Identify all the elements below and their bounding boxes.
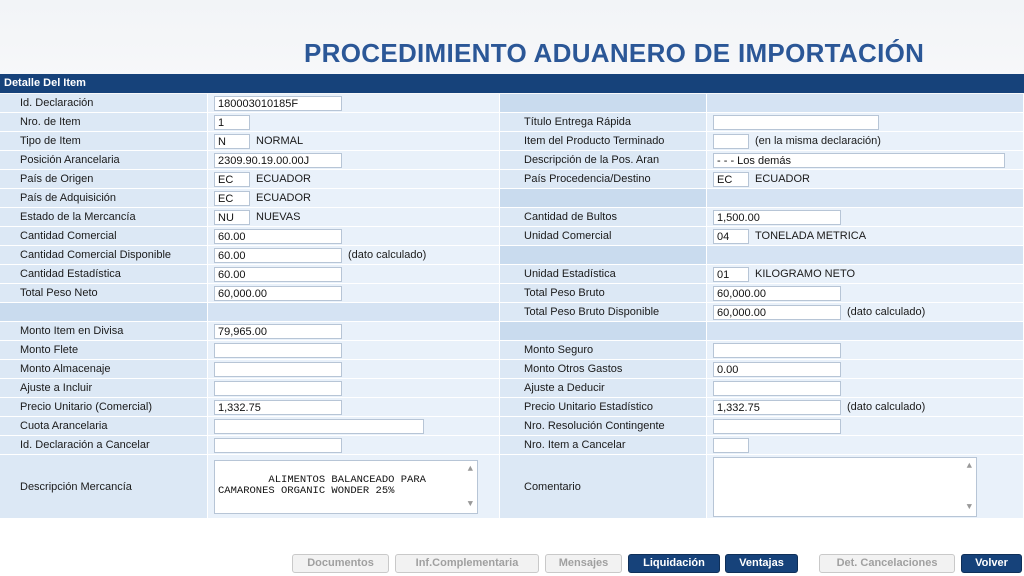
posicion-field[interactable]: 2309.90.19.00.00J (214, 153, 342, 168)
estado-code-field[interactable]: NU (214, 210, 250, 225)
label-titulo-entrega: Título Entrega Rápida (500, 113, 707, 132)
descripcion-pos-field[interactable]: - - - Los demás (713, 153, 1005, 168)
scroll-up-icon[interactable]: ▲ (467, 463, 473, 474)
label-estado: Estado de la Mercancía (0, 208, 208, 227)
pais-origen-code-field[interactable]: EC (214, 172, 250, 187)
label-precio-estadistico: Precio Unitario Estadístico (500, 398, 707, 417)
cantidad-bultos-field[interactable]: 1,500.00 (713, 210, 841, 225)
det-cancelaciones-button[interactable]: Det. Cancelaciones (819, 554, 955, 573)
table-row (0, 322, 1024, 341)
label-comentario: Comentario (500, 455, 707, 519)
label-monto-seguro: Monto Seguro (500, 341, 707, 360)
label-monto-flete: Monto Flete (0, 341, 208, 360)
descripcion-merc-text: ALIMENTOS BALANCEADO PARA CAMARONES ORGANIC WONDER 25% (218, 473, 426, 497)
id-cancelar-field[interactable] (214, 438, 342, 453)
peso-neto-field[interactable]: 60,000.00 (214, 286, 342, 301)
documentos-button[interactable]: Documentos (292, 554, 389, 573)
monto-divisa-field[interactable]: 79,965.00 (214, 324, 342, 339)
nro-item-field[interactable]: 1 (214, 115, 250, 130)
page-title: PROCEDIMIENTO ADUANERO DE IMPORTACIÓN (304, 38, 925, 68)
table-row (0, 246, 1024, 265)
inf-complementaria-button[interactable]: Inf.Complementaria (395, 554, 539, 573)
ajuste-deducir-field[interactable] (713, 381, 841, 396)
monto-seguro-field[interactable] (713, 343, 841, 358)
precio-estadistico-field[interactable]: 1,332.75 (713, 400, 841, 415)
peso-bruto-disp-note: (dato calculado) (847, 306, 926, 318)
label-nro-resolucion: Nro. Resolución Contingente (500, 417, 707, 436)
table-row (0, 208, 1024, 227)
label-descripcion-pos: Descripción de la Pos. Aran (500, 151, 707, 170)
label-nro-item: Nro. de Item (0, 113, 208, 132)
comentario-textarea[interactable] (713, 457, 977, 517)
label-tipo-item: Tipo de Item (0, 132, 208, 151)
pais-procedencia-desc: ECUADOR (755, 173, 811, 185)
label-monto-almacenaje: Monto Almacenaje (0, 360, 208, 379)
scroll-up-icon[interactable]: ▲ (966, 460, 972, 471)
table-row (0, 265, 1024, 284)
scroll-down-icon[interactable]: ▼ (467, 498, 473, 509)
label-cantidad-estadistica: Cantidad Estadística (0, 265, 208, 284)
table-row (0, 379, 1024, 398)
mensajes-button[interactable]: Mensajes (545, 554, 622, 573)
monto-almacenaje-field[interactable] (214, 362, 342, 377)
monto-flete-field[interactable] (214, 343, 342, 358)
label-peso-bruto: Total Peso Bruto (500, 284, 707, 303)
table-row (0, 189, 1024, 208)
liquidacion-button[interactable]: Liquidación (628, 554, 720, 573)
label-nro-item-cancelar: Nro. Item a Cancelar (500, 436, 707, 455)
ventajas-button[interactable]: Ventajas (725, 554, 798, 573)
table-row (0, 341, 1024, 360)
nro-item-cancelar-field[interactable] (713, 438, 749, 453)
item-producto-note: (en la misma declaración) (755, 135, 881, 147)
unidad-comercial-desc: TONELADA METRICA (755, 230, 867, 242)
panel-header: Detalle Del Item (0, 74, 1024, 93)
table-row (0, 284, 1024, 303)
table-row (0, 170, 1024, 189)
label-peso-bruto-disp: Total Peso Bruto Disponible (500, 303, 707, 322)
nro-resolucion-field[interactable] (713, 419, 841, 434)
pais-adquisicion-desc: ECUADOR (256, 192, 312, 204)
label-unidad-estadistica: Unidad Estadística (500, 265, 707, 284)
label-descripcion-merc: Descripción Mercancía (0, 455, 208, 519)
item-detail-grid (0, 94, 1024, 519)
label-pais-origen: País de Origen (0, 170, 208, 189)
precio-comercial-field[interactable]: 1,332.75 (214, 400, 342, 415)
pais-origen-desc: ECUADOR (256, 173, 312, 185)
peso-bruto-disp-field[interactable]: 60,000.00 (713, 305, 841, 320)
table-row (0, 227, 1024, 246)
label-monto-otros: Monto Otros Gastos (500, 360, 707, 379)
label-peso-neto: Total Peso Neto (0, 284, 208, 303)
precio-estadistico-note: (dato calculado) (847, 401, 926, 413)
cantidad-estadistica-field[interactable]: 60.00 (214, 267, 342, 282)
table-row (0, 132, 1024, 151)
label-posicion: Posición Arancelaria (0, 151, 208, 170)
volver-button[interactable]: Volver (961, 554, 1022, 573)
table-row (0, 436, 1024, 455)
item-producto-field[interactable] (713, 134, 749, 149)
unidad-comercial-code-field[interactable]: 04 (713, 229, 749, 244)
cantidad-disponible-field[interactable]: 60.00 (214, 248, 342, 263)
cuota-field[interactable] (214, 419, 424, 434)
monto-otros-field[interactable]: 0.00 (713, 362, 841, 377)
id-declaracion-field[interactable]: 180003010185F (214, 96, 342, 111)
cantidad-comercial-field[interactable]: 60.00 (214, 229, 342, 244)
label-cantidad-disponible: Cantidad Comercial Disponible (0, 246, 208, 265)
button-bar (0, 551, 1024, 576)
ajuste-incluir-field[interactable] (214, 381, 342, 396)
table-row (0, 94, 1024, 113)
table-row (0, 417, 1024, 436)
table-row (0, 398, 1024, 417)
titulo-entrega-field[interactable] (713, 115, 879, 130)
label-pais-adquisicion: País de Adquisición (0, 189, 208, 208)
label-unidad-comercial: Unidad Comercial (500, 227, 707, 246)
label-monto-divisa: Monto Item en Divisa (0, 322, 208, 341)
tipo-item-code-field[interactable]: N (214, 134, 250, 149)
cantidad-disponible-note: (dato calculado) (348, 249, 427, 261)
label-ajuste-incluir: Ajuste a Incluir (0, 379, 208, 398)
label-id-declaracion: Id. Declaración (0, 94, 208, 113)
label-id-cancelar: Id. Declaración a Cancelar (0, 436, 208, 455)
unidad-estadistica-desc: KILOGRAMO NETO (755, 268, 856, 280)
pais-procedencia-code-field[interactable]: EC (713, 172, 749, 187)
descripcion-merc-textarea[interactable] (214, 460, 478, 514)
estado-desc: NUEVAS (256, 211, 301, 223)
unidad-estadistica-code-field[interactable]: 01 (713, 267, 749, 282)
tipo-item-desc: NORMAL (256, 135, 304, 147)
label-pais-procedencia: País Procedencia/Destino (500, 170, 707, 189)
label-cantidad-comercial: Cantidad Comercial (0, 227, 208, 246)
label-ajuste-deducir: Ajuste a Deducir (500, 379, 707, 398)
table-row (0, 303, 1024, 322)
label-cuota: Cuota Arancelaria (0, 417, 208, 436)
peso-bruto-field[interactable]: 60,000.00 (713, 286, 841, 301)
table-row (0, 360, 1024, 379)
pais-adquisicion-code-field[interactable]: EC (214, 191, 250, 206)
table-row (0, 151, 1024, 170)
table-row (0, 455, 1024, 519)
table-row (0, 113, 1024, 132)
label-precio-comercial: Precio Unitario (Comercial) (0, 398, 208, 417)
scroll-down-icon[interactable]: ▼ (966, 501, 972, 512)
label-item-producto: Item del Producto Terminado (500, 132, 707, 151)
label-cantidad-bultos: Cantidad de Bultos (500, 208, 707, 227)
